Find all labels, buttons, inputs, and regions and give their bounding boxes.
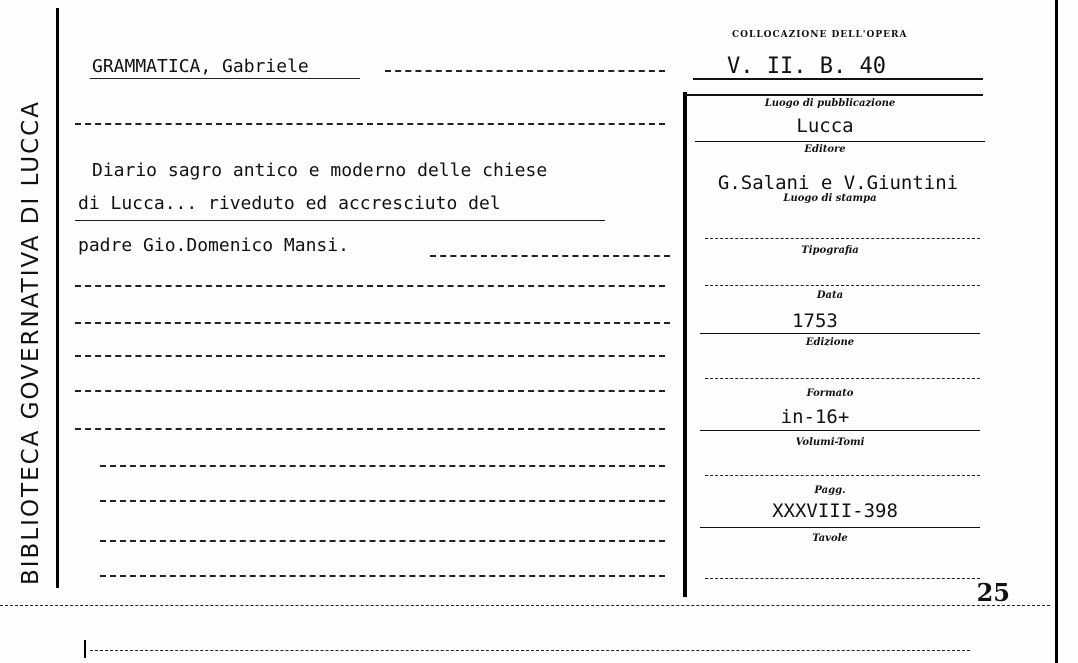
- field-label-typography: Tipografia: [801, 245, 859, 256]
- dashed-line: [100, 540, 665, 542]
- column-divider: [683, 92, 687, 597]
- title-line-3: padre Gio.Domenico Mansi.: [78, 235, 349, 256]
- dashed-line: [75, 428, 665, 430]
- collocation-label: COLLOCAZIONE DELL'OPERA: [732, 30, 908, 40]
- dashed-line: [75, 220, 605, 221]
- dashed-line: [75, 322, 670, 324]
- field-value-format: in-16+: [780, 406, 850, 428]
- field-value-date: 1753: [792, 310, 838, 332]
- field-value-publisher: G.Salani e V.Giuntini: [717, 172, 959, 194]
- field-rule: [705, 285, 980, 286]
- fields-top-rule: [685, 94, 983, 96]
- field-value-place: Lucca: [796, 115, 854, 137]
- dashed-line: [100, 500, 665, 502]
- left-margin-rule: [56, 8, 59, 588]
- dashed-line: [75, 390, 665, 392]
- field-value-pages: XXXVIII-398: [772, 500, 898, 522]
- field-label-place: Luogo di pubblicazione: [764, 98, 896, 109]
- author-name: GRAMMATICA, Gabriele: [92, 56, 309, 77]
- dashed-line: [430, 255, 670, 257]
- field-label-date: Data: [816, 290, 844, 301]
- field-rule: [705, 475, 980, 476]
- dashed-line: [75, 355, 665, 357]
- field-rule: [700, 333, 980, 334]
- tick-mark: [84, 640, 86, 658]
- field-label-pages: Pagg.: [814, 485, 846, 496]
- title-line-1: Diario sagro antico e moderno delle chiese: [92, 160, 548, 181]
- collocation-underline: [693, 78, 983, 80]
- field-label-format: Formato: [806, 388, 854, 399]
- field-label-plates: Tavole: [812, 533, 848, 544]
- title-line-2: di Lucca... riveduto ed accresciuto del: [78, 193, 501, 214]
- dashed-line: [385, 70, 665, 72]
- field-label-print-place: Luogo di stampa: [783, 193, 877, 204]
- card-bottom-line: [0, 605, 1050, 606]
- field-rule: [700, 527, 980, 528]
- field-label-publisher: Editore: [804, 144, 846, 155]
- dashed-line: [100, 575, 665, 577]
- right-edge-rule: [1055, 0, 1058, 663]
- dashed-line: [75, 123, 665, 125]
- shelf-mark: V. II. B. 40: [727, 54, 886, 79]
- field-rule: [705, 578, 980, 579]
- dashed-line: [75, 285, 665, 287]
- field-rule: [700, 430, 980, 431]
- field-rule: [695, 141, 985, 142]
- field-label-edition: Edizione: [805, 337, 855, 348]
- library-name: BIBLIOTECA GOVERNATIVA DI LUCCA: [18, 100, 44, 585]
- handwritten-mark: 25: [976, 578, 1010, 607]
- field-rule: [705, 238, 980, 239]
- dashed-line: [90, 650, 970, 651]
- dashed-line: [100, 465, 665, 467]
- field-rule: [705, 378, 980, 379]
- field-label-volumes: Volumi-Tomi: [795, 437, 865, 448]
- author-underline: [90, 78, 360, 79]
